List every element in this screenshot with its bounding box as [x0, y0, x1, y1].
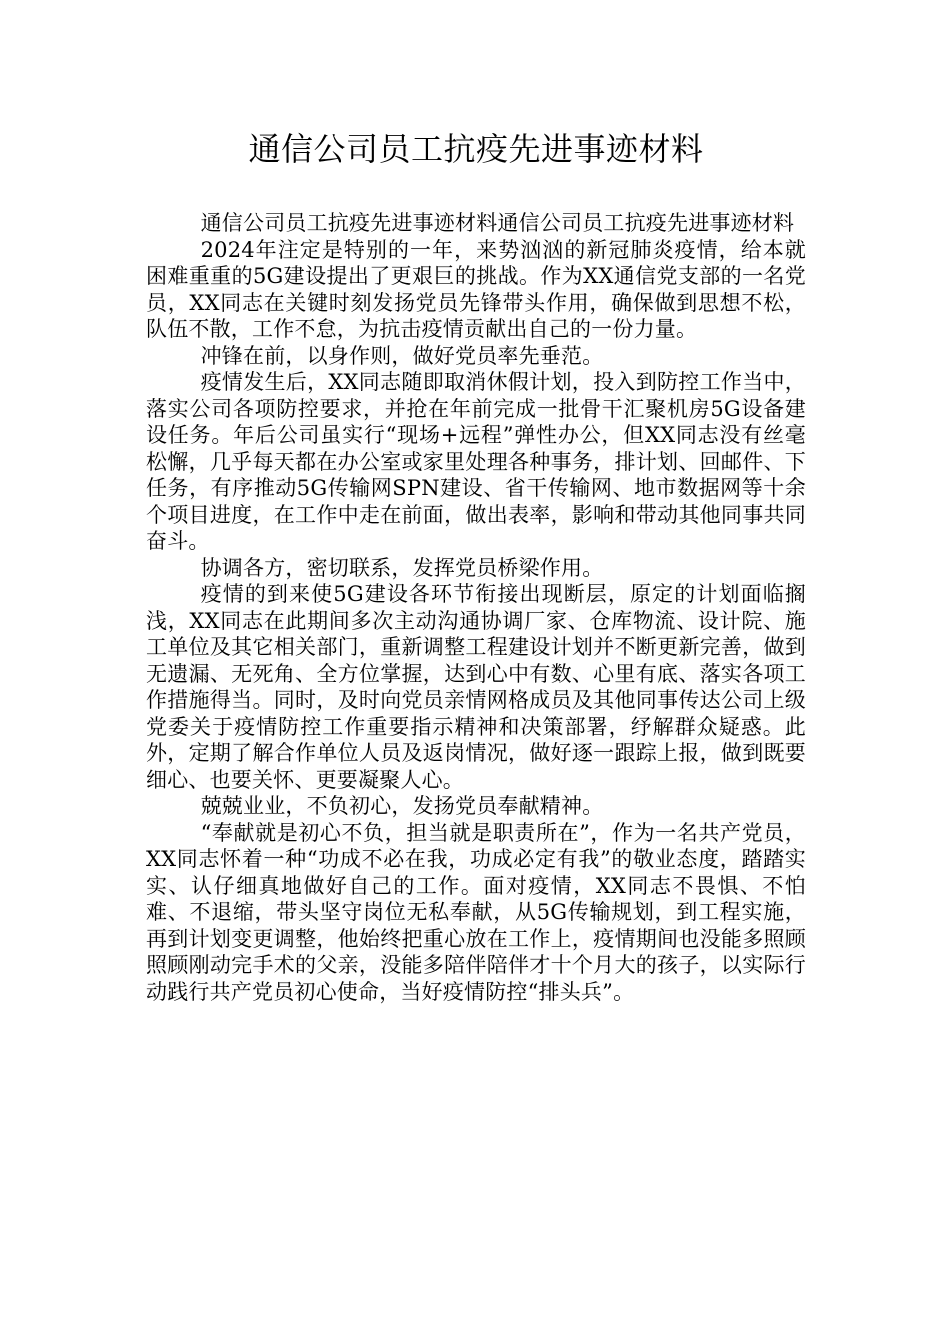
paragraph-subtitle: 通信公司员工抗疫先进事迹材料通信公司员工抗疫先进事迹材料	[200, 211, 795, 235]
document-page	[146, 122, 806, 1005]
paragraph-intro: 2024年注定是特别的一年，来势汹汹的新冠肺炎疫情，给本就困难重重的5G建设提出了更艰巨的挑战。作为XX通信党支部的一名党员，XX同志在关键时刻发扬党员先锋带头作用，确保做到思想不松，队伍不散，工作不怠，为抗击疫情贡献出自己的一份力量。	[146, 237, 806, 341]
section-heading-3: 兢兢业业，不负初心，发扬党员奉献精神。	[200, 794, 604, 818]
paragraph-section-3: “奉献就是初心不负，担当就是职责所在”，作为一名共产党员，XX同志怀着一种“功成不必在我，功成必定有我”的敬业态度，踏踏实实、认仔细真地做好自己的工作。面对疫情，XX同志不畏惧、不怕难、不退缩，带头坚守岗位无私奉献，从5G传输规划，到工程实施，再到计划变更调整，他始终把重心放在工作上，疫情期间也没能多照顾照顾刚动完手术的父亲，没能多陪伴陪伴才十个月大的孩子，以实际行动践行共产党员初心使命，当好疫情防控“排头兵”。	[146, 820, 806, 1004]
section-heading-1: 冲锋在前，以身作则，做好党员率先垂范。	[200, 343, 604, 368]
paragraph-section-1: 疫情发生后，XX同志随即取消休假计划，投入到防控工作当中，落实公司各项防控要求，并抢在年前完成一批骨干汇聚机房5G设备建设任务。年后公司虽实行“现场+远程”弹性办公，但XX同志没有丝毫松懈，几乎每天都在办公室或家里处理各种事务，排计划、回邮件、下任务，有序推动5G传输网SPN建设、省干传输网、地市数据网等十余个项目进度，在工作中走在前面，做出表率，影响和带动其他同事共同奋斗。	[146, 370, 806, 553]
document-title: 通信公司员工抗疫先进事迹材料	[248, 130, 704, 168]
paragraph-section-2: 疫情的到来使5G建设各环节衔接出现断层，原定的计划面临搁浅，XX同志在此期间多次主动沟通协调厂家、仓库物流、设计院、施工单位及其它相关部门，重新调整工程建设计划并不断更新完善，做到无遗漏、无死角、全方位掌握，达到心中有数、心里有底、落实各项工作措施得当。同时，及时向党员亲情网格成员及其他同事传达公司上级党委关于疫情防控工作重要指示精神和决策部署，纾解群众疑惑。此外，定期了解合作单位人员及返岗情况，做好逐一跟踪上报，做到既要细心、也要关怀、更要凝聚人心。	[146, 582, 806, 792]
section-heading-2: 协调各方，密切联系，发挥党员桥梁作用。	[200, 555, 604, 580]
